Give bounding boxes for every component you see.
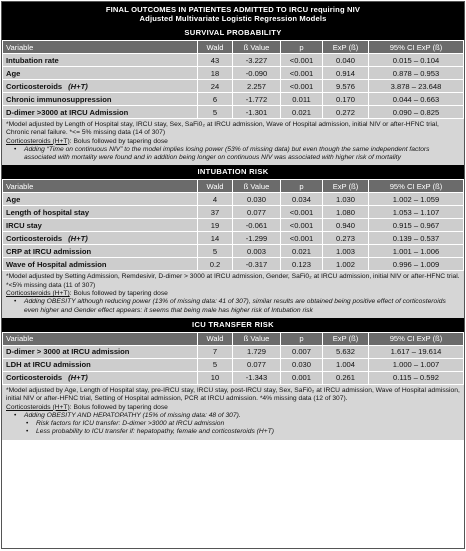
p-cell: <0.001 [281,232,323,245]
note-bullet-list [6,146,460,163]
beta-cell: 0.077 [233,358,281,371]
column-header: Variable [3,332,198,345]
corticosteroids-label: Corticosteroids (H+T) [6,290,70,298]
note-bullet-list [6,412,460,437]
wald-cell: 10 [198,371,233,384]
table-row [3,193,464,206]
p-cell: 0.007 [281,345,323,358]
column-header: Variable [3,180,198,193]
ci-cell: 0.044 – 0.663 [369,93,464,106]
beta-cell: -0.061 [233,219,281,232]
table-row [3,245,464,258]
document-title [2,2,464,26]
ci-cell: 1.000 – 1.007 [369,358,464,371]
beta-cell: -1.772 [233,93,281,106]
variable-name: Intubation rate [6,55,59,65]
beta-cell: -1.343 [233,371,281,384]
variable-name: Wave of Hospital admission [6,259,107,269]
ci-cell: 1.001 – 1.006 [369,245,464,258]
beta-cell: -0.317 [233,258,281,271]
variable-name: Corticosteroids [6,81,63,91]
column-header: Variable [3,41,198,54]
results-table [2,40,464,119]
p-cell: <0.001 [281,80,323,93]
beta-cell: -1.299 [233,232,281,245]
sections-container [2,26,464,440]
exp-cell: 9.576 [323,80,369,93]
exp-cell: 0.914 [323,67,369,80]
p-cell: 0.021 [281,245,323,258]
column-header: 95% CI ExP (ß) [369,332,464,345]
wald-cell: 4 [198,193,233,206]
variable-name: IRCU stay [6,220,42,230]
table-row [3,54,464,67]
wald-cell: 5 [198,106,233,119]
table-row [3,232,464,245]
column-header: ß Value [233,180,281,193]
variable-qualifier: (H+T) [68,373,88,383]
corticosteroids-definition [6,404,460,412]
note-bullet: • Adding OBESITY AND HEPATOPATHY (15% of missing data: 48 of 307). [16,412,460,420]
variable-cell [3,371,198,384]
exp-cell: 0.272 [323,106,369,119]
model-note [2,385,464,440]
results-document [1,1,465,549]
p-cell: <0.001 [281,219,323,232]
exp-cell: 1.080 [323,206,369,219]
p-cell: <0.001 [281,206,323,219]
column-header: ß Value [233,332,281,345]
column-header: ExP (ß) [323,332,369,345]
variable-name: Corticosteroids [6,373,63,383]
table-row [3,258,464,271]
ci-cell: 3.878 – 23.648 [369,80,464,93]
variable-name: Length of hospital stay [6,207,90,217]
note-bullet: • Less probability to ICU transfer if: hepatopathy, female and corticosteroids (H+T) [16,428,460,436]
p-cell: <0.001 [281,67,323,80]
beta-cell: -1.301 [233,106,281,119]
column-header: p [281,180,323,193]
variable-cell [3,54,198,67]
wald-cell: 5 [198,358,233,371]
ci-cell: 0.996 – 1.009 [369,258,464,271]
wald-cell: 37 [198,206,233,219]
p-cell: 0.001 [281,371,323,384]
p-cell: 0.021 [281,106,323,119]
p-cell: 0.011 [281,93,323,106]
column-header: 95% CI ExP (ß) [369,41,464,54]
table-row [3,67,464,80]
ci-cell: 0.015 – 0.104 [369,54,464,67]
table-row [3,371,464,384]
beta-cell: -3.227 [233,54,281,67]
table-header-row [3,41,464,54]
variable-cell [3,206,198,219]
beta-cell: -0.090 [233,67,281,80]
ci-cell: 1.053 – 1.107 [369,206,464,219]
ci-cell: 0.915 – 0.967 [369,219,464,232]
variable-cell [3,219,198,232]
model-adjustment-text: *Model adjusted by Age, Length of Hospital stay, pre-IRCU stay, IRCU stay, post-IRCU stay, Sex, SaFi0₂ at IRCU admission, Wave of Hospital admission, initial NIV or after-HFNC trial, Setting of Hospital admission, PCR at IRCU admission. *4% missing data (12 of 307). [6,386,460,403]
table-row [3,345,464,358]
column-header: ß Value [233,41,281,54]
column-header: p [281,41,323,54]
note-bullet: • Risk factors for ICU transfer: D-dimer >3000 at IRCU admission [16,420,460,428]
exp-cell: 1.002 [323,258,369,271]
beta-cell: 0.077 [233,206,281,219]
ci-cell: 1.617 – 19.614 [369,345,464,358]
corticosteroids-definition [6,290,460,298]
variable-cell [3,358,198,371]
wald-cell: 7 [198,345,233,358]
exp-cell: 1.003 [323,245,369,258]
column-header: Wald [198,180,233,193]
p-cell: 0.030 [281,358,323,371]
variable-qualifier: (H+T) [68,81,88,91]
column-header: Wald [198,41,233,54]
corticosteroids-definition [6,138,460,146]
model-note [2,119,464,165]
model-adjustment-text: *Model adjusted by Setting Admission, Remdesivir, D-dimer > 3000 at IRCU admission, Gender, SaFi0₂ at IRCU admission, initial NIV or after-HFNC trial. *<5% missing data (11 of 307) [6,273,460,289]
ci-cell: 0.090 – 0.825 [369,106,464,119]
table-row [3,93,464,106]
note-bullet: • Adding “Time on continuous NIV” to the model implies losing power (53% of missing data) but even though the same independent factors associated with mortality were found and in addition being longer on continuous NIV was associated with higher risk of mortality [16,146,460,163]
variable-cell [3,93,198,106]
beta-cell: 0.030 [233,193,281,206]
wald-cell: 0.2 [198,258,233,271]
ci-cell: 0.139 – 0.537 [369,232,464,245]
ci-cell: 0.878 – 0.953 [369,67,464,80]
beta-cell: 1.729 [233,345,281,358]
exp-cell: 0.940 [323,219,369,232]
beta-cell: 2.257 [233,80,281,93]
wald-cell: 24 [198,80,233,93]
corticosteroids-label: Corticosteroids (H+T) [6,137,70,145]
variable-name: Age [6,68,21,78]
variable-name: Corticosteroids [6,233,63,243]
table-row [3,106,464,119]
variable-cell [3,193,198,206]
exp-cell: 0.040 [323,54,369,67]
column-header: p [281,332,323,345]
column-header: ExP (ß) [323,41,369,54]
wald-cell: 18 [198,67,233,80]
beta-cell: 0.003 [233,245,281,258]
variable-name: D-dimer >3000 at IRCU Admission [6,107,129,117]
variable-cell [3,258,198,271]
title-line-1: FINAL OUTCOMES IN PATIENTES ADMITTED TO IRCU requiring NIV [105,5,361,14]
variable-qualifier: (H+T) [68,233,88,243]
exp-cell: 1.004 [323,358,369,371]
model-adjustment-text: *Model adjusted by Length of Hospital stay, IRCU stay, Sex, SaFi0₂ at IRCU admission, Wave of Hospital admission, initial NIV or after-HFNC trial, Chronic renal failure. *<= 5% missing data (14 of 307) [6,121,439,137]
table-row [3,80,464,93]
column-header: Wald [198,332,233,345]
variable-cell [3,67,198,80]
variable-cell [3,245,198,258]
ci-cell: 1.002 – 1.059 [369,193,464,206]
table-header-row [3,332,464,345]
table-row [3,358,464,371]
section-icu-transfer-risk [2,318,464,440]
title-line-2: Adjusted Multivariate Logistic Regression Models [139,14,327,23]
column-header: 95% CI ExP (ß) [369,180,464,193]
variable-name: CRP at IRCU admission [6,246,92,256]
model-note [2,271,464,317]
variable-name: LDH at IRCU admission [6,360,91,370]
exp-cell: 0.261 [323,371,369,384]
table-row [3,206,464,219]
p-cell: 0.034 [281,193,323,206]
variable-cell [3,232,198,245]
wald-cell: 5 [198,245,233,258]
section-survival-probability [2,26,464,165]
ci-cell: 0.115 – 0.592 [369,371,464,384]
exp-cell: 0.170 [323,93,369,106]
note-bullet-list [6,298,460,315]
table-header-row [3,180,464,193]
section-title: SURVIVAL PROBABILITY [2,26,464,40]
section-title: INTUBATION RISK [2,165,464,179]
variable-cell [3,80,198,93]
variable-cell [3,345,198,358]
exp-cell: 1.030 [323,193,369,206]
variable-name: D-dimer > 3000 at IRCU admission [6,347,130,357]
corticosteroids-text: : Bolus followed by tapering dose [69,403,168,411]
p-cell: <0.001 [281,54,323,67]
p-cell: 0.123 [281,258,323,271]
column-header: ExP (ß) [323,180,369,193]
corticosteroids-label: Corticosteroids (H+T) [6,403,70,411]
wald-cell: 19 [198,219,233,232]
exp-cell: 5.632 [323,345,369,358]
note-bullet: • Adding OBESITY although reducing power (13% of missing data: 41 of 307), similar results are obtained being positive effect of corticosteroids even higher and Gender effect appears: it seems that being male has higher risk of Intubation risk [16,298,460,315]
wald-cell: 14 [198,232,233,245]
variable-name: Chronic immunosuppression [6,94,112,104]
section-title: ICU TRANSFER RISK [2,318,464,332]
corticosteroids-text: : Bolus followed by tapering dose [69,137,168,145]
table-row [3,219,464,232]
corticosteroids-text: : Bolus followed by tapering dose [69,290,168,298]
wald-cell: 6 [198,93,233,106]
variable-name: Age [6,194,21,204]
wald-cell: 43 [198,54,233,67]
variable-cell [3,106,198,119]
exp-cell: 0.273 [323,232,369,245]
results-table [2,332,464,385]
results-table [2,179,464,271]
section-intubation-risk [2,165,464,317]
